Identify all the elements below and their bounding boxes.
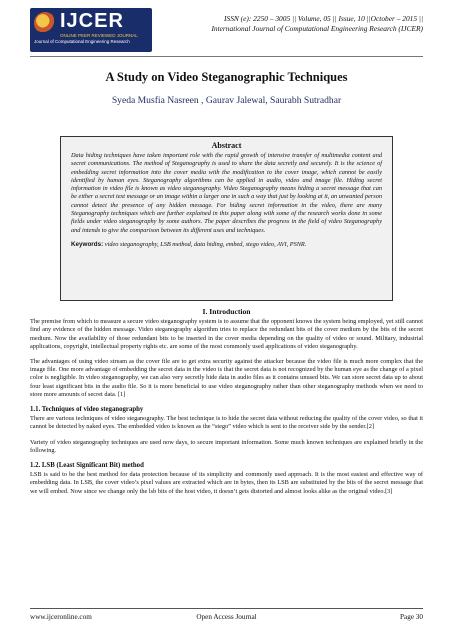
footer-page-number: Page 30 bbox=[400, 613, 423, 621]
body-paragraph: There are various techniques of video steganography. The best technique is to hide the secret data without reducing the quality of the cover video, so that it cannot be detected by naked eyes. The embedded video is known as the “stego” video which is sent to the receiver side by the sender.[2] bbox=[30, 415, 423, 431]
subsection-heading-techniques: 1.1. Techniques of video steganography bbox=[30, 406, 144, 414]
keywords-text: video steganography, LSB method, data hiding, embed, stego video, AVI, PSNR. bbox=[104, 240, 307, 248]
journal-name-line: International Journal of Computational Engineering Research (IJCER) bbox=[211, 24, 423, 33]
logo-subtitle: Journal of Computational Engineering Research bbox=[34, 39, 130, 44]
body-paragraph: The premise from which to measure a secure video steganography system is to assume that the opponent knows the system being employed, yet still cannot find any evidence of the hidden message. Video steganography algorithm tries to replace the redundant bits of the cover medium by the bits of the secret medium. Now the availability of those redundant bits to be inserted in the cover media depending on the quality of video or sound. Military, industrial applications, copyright, intellectual property rights etc. are some of the most commonly used applications of video steganography. bbox=[30, 318, 423, 350]
issn-line: ISSN (e): 2250 – 3005 || Volume, 05 || Issue, 10 ||October – 2015 || bbox=[224, 14, 423, 23]
section-heading-introduction: I. Introduction bbox=[202, 307, 251, 316]
body-paragraph: LSB is said to be the best method for data protection because of its simplicity and commonly used approach. It is the most easiest and effective way of embedding data. In LSB, the cover video’s pixel values are extracted which are in bytes, then its LSB are substituted by the bits of the secret message that we will embed. Now since we change only the lsb bits of the host video, it doesn’t gets distorted and almost looks alike as the original video.[3] bbox=[30, 471, 423, 495]
footer-divider bbox=[30, 608, 423, 609]
body-paragraph: Variety of video steganography techniques are used now days, to secure important information. Some much known techniques are explained briefly in the following. bbox=[30, 438, 423, 454]
paper-body bbox=[30, 308, 423, 496]
subsection-heading-lsb: 1.2. LSB (Least Significant Bit) method bbox=[30, 462, 144, 470]
keywords-label: Keywords: bbox=[71, 240, 104, 248]
abstract-box bbox=[60, 136, 393, 301]
keywords-line bbox=[71, 241, 382, 249]
footer-access-label: Open Access Journal bbox=[196, 613, 257, 621]
body-paragraph: The advantages of using video stream as the cover file are to get extra security against the attacker because the video file is much more complex that the image file. One more advantage of embedding the secret data in the video is that the secret data is not recognized by the human eye as the change of a pixel color is negligible. In video steganography, we can also very secretly hide data in audio files as it contains unused bits. We can store secret data up to about four least significant bits in the audio file. So it is more beneficial to use video steganography rather than other steganography methods when we need to store more amounts of secret data. [1] bbox=[30, 358, 423, 398]
header-divider bbox=[30, 56, 423, 57]
logo-brand: IJCER bbox=[60, 10, 124, 32]
paper-title: A Study on Video Steganographic Techniques bbox=[105, 70, 348, 84]
logo-emblem-icon bbox=[34, 12, 56, 34]
abstract-heading: Abstract bbox=[211, 141, 242, 150]
footer-website-link[interactable]: www.ijceronline.com bbox=[30, 613, 92, 621]
journal-info bbox=[211, 14, 423, 34]
abstract-text: Data hiding techniques have taken important role with the rapid growth of intensive transfer of multimedia content and secret communications. The method of Steganography is used to share the data secretly and securely. It is the science of embedding secret information into the cover media with the modification to the cover image, which cannot be easily identified by human eyes. Steganography algorithms can be applied in audio, video and image file. Hiding secret information in video file is known as video steganography. Video Steganography means hiding a secret message that can be either a secret text message or an image within a larger one in such a way that just by looking at it, an unwanted person cannot detect the presence of any hidden message. For hiding secret information in the video, there are many Steganography techniques which are further explained in this paper along with some of the research works done in some fields under video steganography by some authors. The paper describes the progress in the field of video Steganography and intends to give the comparison between its different uses and techniques. bbox=[71, 152, 382, 234]
journal-logo bbox=[30, 8, 152, 52]
paper-authors: Syeda Musfia Nasreen , Gaurav Jalewal, Saurabh Sutradhar bbox=[111, 95, 342, 106]
logo-tagline: ONLINE PEER REVIEWED JOURNAL bbox=[60, 33, 138, 38]
